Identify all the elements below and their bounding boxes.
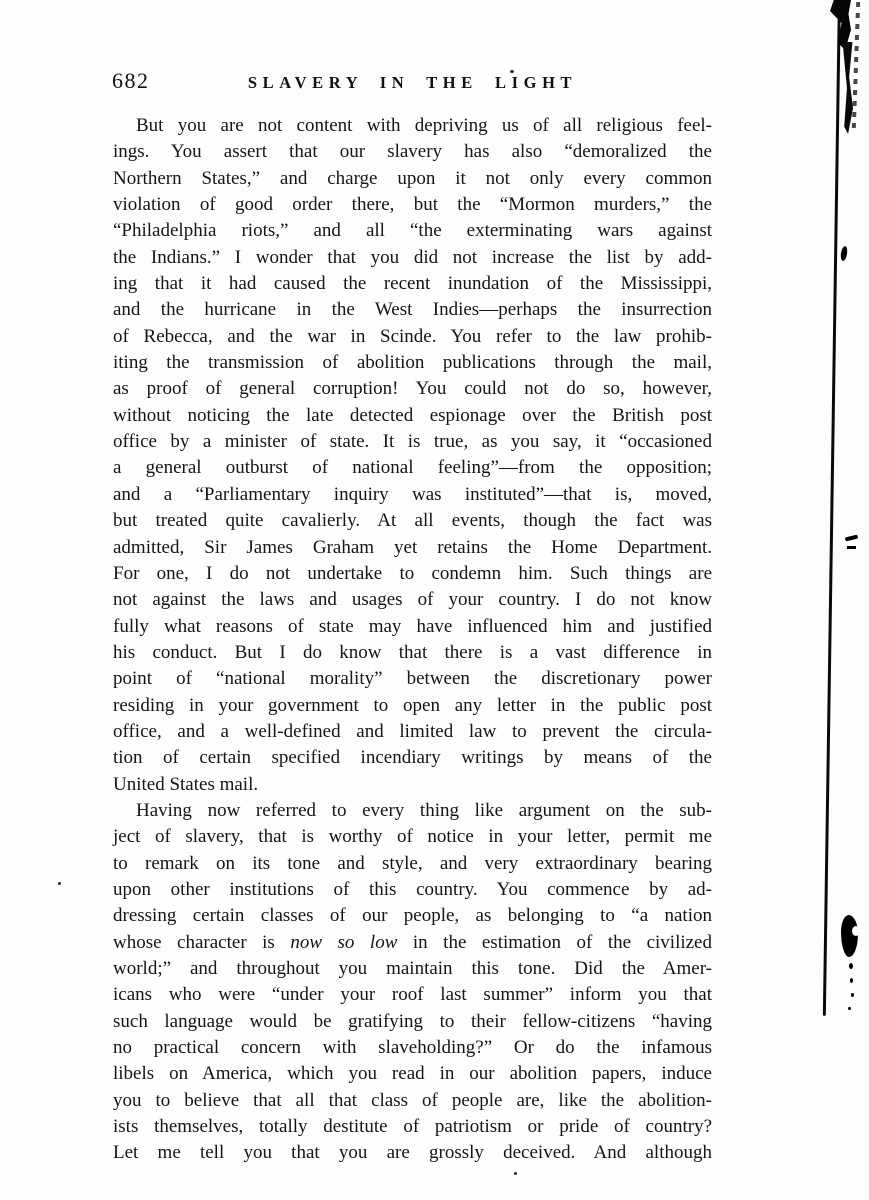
text-line: office by a minister of state. It is true, as you say, it “occasioned xyxy=(113,431,712,453)
text-line: such language would be gratifying to their fellow-citizens “having xyxy=(113,1010,712,1032)
text-line: world;” and throughout you maintain this tone. Did the Amer- xyxy=(113,958,712,979)
body-text xyxy=(113,113,712,1167)
text-line: point of “national morality” between the discretionary power xyxy=(113,668,712,690)
ink-speck xyxy=(58,882,61,885)
ink-dot xyxy=(849,963,853,969)
italic-phrase: now so low xyxy=(290,931,398,953)
ink-speck xyxy=(514,1172,517,1175)
text-line: fully what reasons of state may have influenced him and justified xyxy=(113,615,712,637)
text-line: ists themselves, totally destitute of patriotism or pride of country? xyxy=(113,1116,712,1138)
text-line: icans who were “under your roof last summer” inform you that xyxy=(113,984,712,1006)
text-line: whose character is now so low in the estimation of the civilized xyxy=(113,931,712,953)
text-line: tion of certain specified incendiary writings by means of the xyxy=(113,747,712,769)
text-line: iting the transmission of abolition publications through the mail, xyxy=(113,352,712,374)
text-line: and the hurricane in the West Indies—perhaps the insurrection xyxy=(113,299,712,321)
text-line: as proof of general corruption! You could not do so, however, xyxy=(113,378,712,400)
text-line: no practical concern with slaveholding?” Or do the infamous xyxy=(113,1037,712,1059)
text-line: the Indians.” I wonder that you did not increase the list by add- xyxy=(113,246,712,268)
text-line: But you are not content with depriving us of all religious feel- xyxy=(136,115,712,136)
text-line: ing that it had caused the recent inundation of the Mississippi, xyxy=(113,273,712,295)
text-line: but treated quite cavalierly. At all events, though the fact was xyxy=(113,510,712,532)
text-line: his conduct. But I do know that there is a vast difference in xyxy=(113,641,712,663)
text-line: ings. You assert that our slavery has also “demoralized the xyxy=(113,141,712,163)
ink-blob-bottom xyxy=(841,915,858,957)
text-line: upon other institutions of this country. You commence by ad- xyxy=(113,878,712,900)
text-line: “Philadelphia riots,” and all “the exterminating wars against xyxy=(113,220,712,242)
text-line: without noticing the late detected espionage over the British post xyxy=(113,404,712,426)
text-line: of Rebecca, and the war in Scinde. You refer to the law prohib- xyxy=(113,325,712,347)
ink-dot xyxy=(848,1007,851,1010)
text-line: libels on America, which you read in our abolition papers, induce xyxy=(113,1063,712,1085)
ink-blob-hole xyxy=(852,926,860,936)
text-line: Northern States,” and charge upon it not only every common xyxy=(113,167,712,189)
text-line: residing in your government to open any letter in the public post xyxy=(113,694,712,716)
text-line: not against the laws and usages of your country. I do not know xyxy=(113,589,712,611)
ink-dot xyxy=(850,978,853,983)
text-line: Let me tell you that you are grossly deceived. And although xyxy=(113,1142,712,1164)
text-line: office, and a well-defined and limited law to prevent the circula- xyxy=(113,720,712,742)
text-line: a general outburst of national feeling”—from the opposition; xyxy=(113,457,712,479)
ink-streak xyxy=(852,2,860,128)
text-line: to remark on its tone and style, and very extraordinary bearing xyxy=(113,852,712,874)
text-line: violation of good order there, but the “Mormon murders,” the xyxy=(113,194,712,216)
text-line: United States mail. xyxy=(113,773,259,795)
ink-blob-middle xyxy=(840,246,848,262)
text-line: Having now referred to every thing like argument on the sub- xyxy=(136,799,712,821)
text-line: ject of slavery, that is worthy of notice in your letter, permit me xyxy=(113,826,712,848)
ink-dot xyxy=(851,993,854,997)
text-line: dressing certain classes of our people, as belonging to “a nation xyxy=(113,905,712,927)
text-line: you to believe that all that class of people are, like the abolition- xyxy=(113,1089,712,1111)
text-line: and a “Parliamentary inquiry was instituted”—that is, moved, xyxy=(113,483,712,505)
running-title: SLAVERY IN THE LIGHT xyxy=(247,73,578,92)
ink-hook xyxy=(845,534,859,541)
text-line: For one, I do not undertake to condemn him. Such things are xyxy=(113,562,712,584)
binding-line xyxy=(823,0,841,1016)
ink-speck xyxy=(510,70,514,73)
ink-hook-2 xyxy=(847,546,856,549)
page-number: 682 xyxy=(112,68,150,93)
text-line: admitted, Sir James Graham yet retains the Home Department. xyxy=(113,536,712,558)
